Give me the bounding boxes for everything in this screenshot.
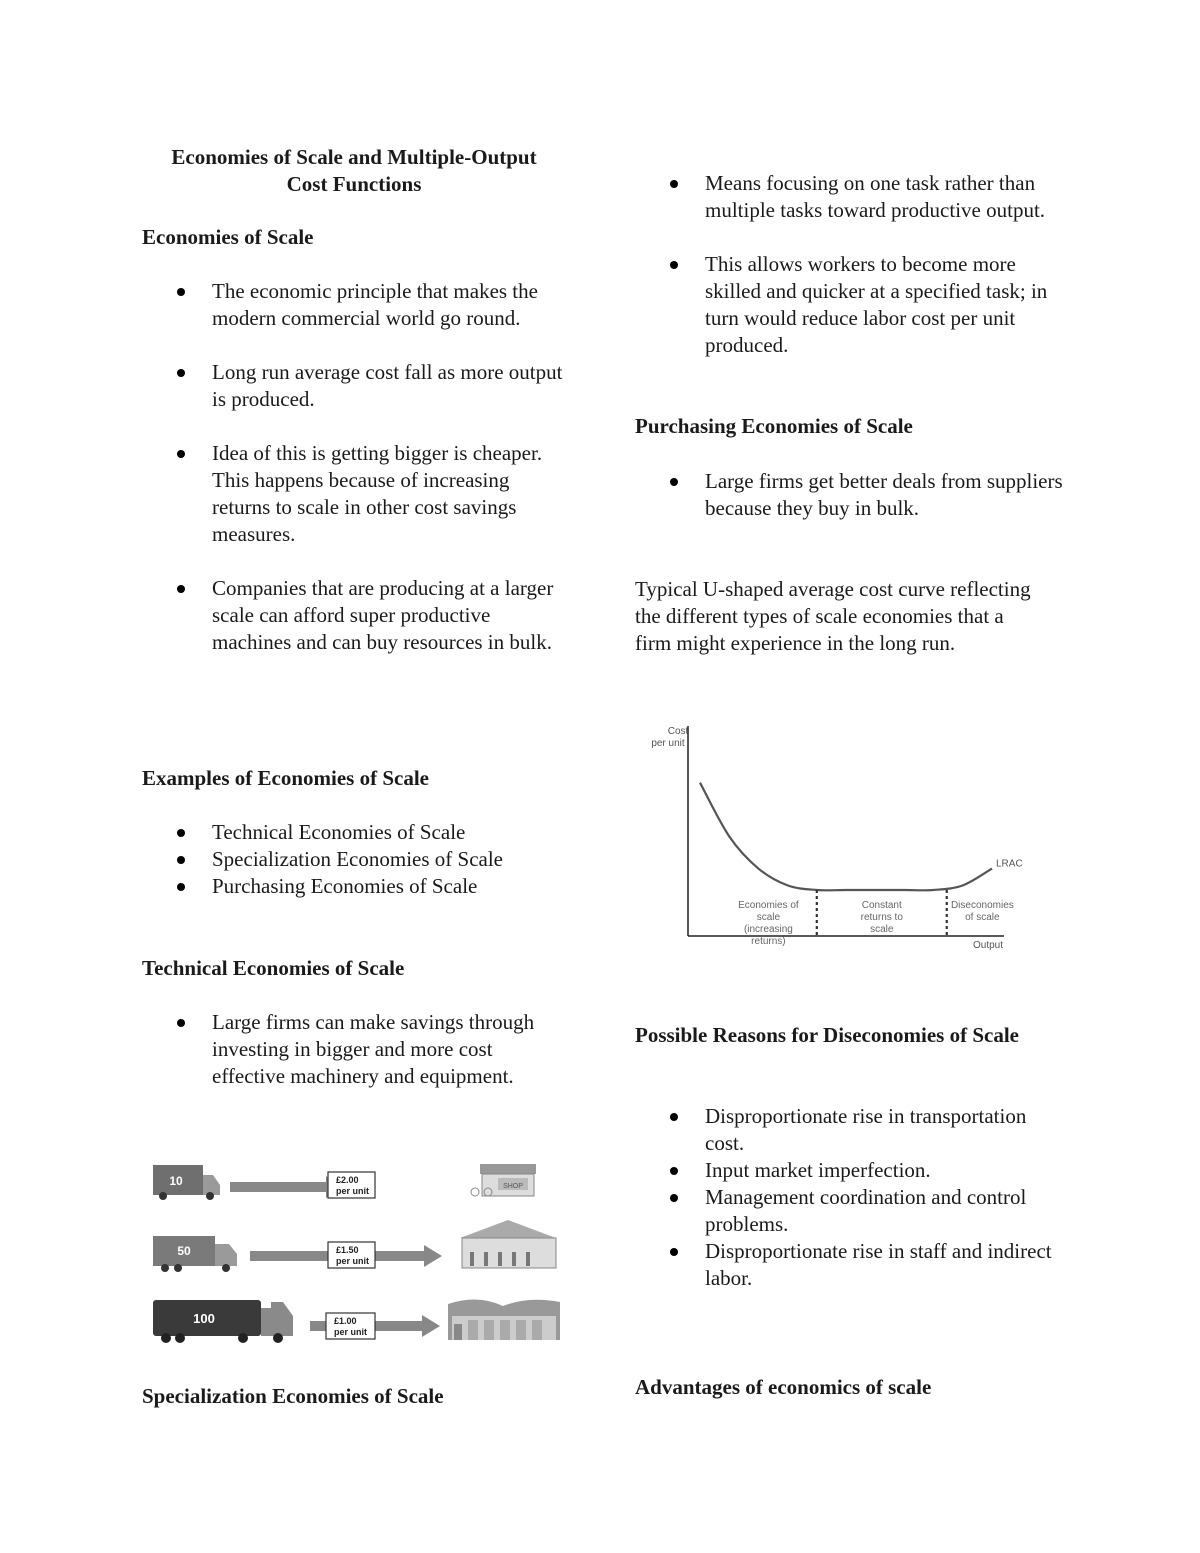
economies-bullet-list [142,278,570,656]
arrow-shaft [230,1182,326,1192]
arrow-head-icon [424,1245,442,1267]
bullet-icon [177,450,185,458]
list-item [635,170,1065,224]
list-item-text: The economic principle that makes the modern commercial world go round. [212,279,538,330]
truck-illustration [148,1158,566,1348]
list-item [142,440,570,548]
list-item-text: Disproportionate rise in transportation cost. [705,1104,1027,1155]
list-item [635,1238,1065,1292]
truck-qty-label: 100 [193,1311,215,1326]
list-item [142,1009,570,1090]
wheel-icon [206,1192,214,1200]
truck-qty-label: 10 [169,1174,183,1188]
list-item [142,873,570,900]
price-unit: per unit [334,1327,367,1337]
list-item [635,1184,1065,1238]
truck-row-small [153,1164,536,1200]
price-unit: per unit [336,1186,369,1196]
wheel-icon [161,1264,169,1272]
heading-diseconomies: Possible Reasons for Diseconomies of Scale [635,1023,1019,1047]
region-text: (increasing [743,924,793,935]
technical-bullet-list [142,1009,570,1090]
region-text: scale [870,924,894,935]
heading-technical: Technical Economies of Scale [142,956,405,980]
list-item-text: Large firms can make savings through investing in bigger and more cost effective machinery and equipment. [212,1010,535,1088]
list-item-text: Input market imperfection. [705,1158,931,1182]
bullet-icon [177,288,185,296]
series-label: LRAC [996,858,1023,870]
list-item [635,1157,1065,1184]
bullet-icon [670,1248,678,1256]
list-item-text: Large firms get better deals from suppliers because they buy in bulk. [705,469,1063,520]
title-line-2: Cost Functions [286,172,422,196]
bullet-icon [670,1167,678,1175]
wheel-icon [161,1333,171,1343]
bullet-icon [177,829,185,837]
wheel-icon [174,1264,182,1272]
lrac-chart [648,722,1028,954]
truck-cab [215,1244,237,1266]
list-item [635,1103,1065,1157]
list-item-text: Disproportionate rise in staff and indirect labor. [705,1239,1052,1290]
list-item [142,819,570,846]
heading-purchasing: Purchasing Economies of Scale [635,414,913,438]
list-item [635,251,1065,359]
price-amount: £1.50 [336,1245,359,1255]
truck-row-large [153,1299,560,1343]
list-item [635,468,1065,522]
list-item-text: Specialization Economies of Scale [212,847,503,871]
region-label-economies [738,900,799,947]
supermarket-icon [460,1220,556,1268]
examples-bullet-list [142,819,570,900]
region-text: scale [756,912,781,923]
lrac-series-line [700,783,992,891]
list-item-text: Idea of this is getting bigger is cheaper. This happens because of increasing returns to scale in other cost savings measures. [212,441,543,546]
ucurve-paragraph: Typical U-shaped average cost curve reflecting the different types of scale economies that a firm might experience in the long run. [635,577,1031,655]
wheel-icon [175,1333,185,1343]
price-amount: £1.00 [334,1316,357,1326]
price-amount: £2.00 [336,1175,359,1185]
list-item-text: Companies that are producing at a larger scale can afford super productive machines and can buy resources in bulk. [212,576,554,654]
truck-cab [261,1302,293,1336]
list-item-text: Long run average cost fall as more output is produced. [212,360,563,411]
region-text: of scale [965,912,1000,923]
bullet-icon [670,1194,678,1202]
y-axis-label-line-2: per unit [651,738,685,749]
purchasing-bullet-list [635,468,1065,522]
bullet-icon [177,585,185,593]
bullet-icon [177,883,185,891]
region-text: Constant [861,900,902,911]
y-axis-label-line-1: Cost [667,726,689,737]
wheel-icon [238,1333,248,1343]
diseconomies-bullet-list [635,1103,1065,1292]
truck-qty-label: 50 [177,1244,191,1258]
bullet-icon [177,856,185,864]
region-text: Diseconomies [950,900,1014,911]
region-text: returns to [860,912,903,923]
bullet-icon [670,1113,678,1121]
list-item-text: Technical Economies of Scale [212,820,466,844]
list-item-text: Purchasing Economies of Scale [212,874,478,898]
title-line-1: Economies of Scale and Multiple-Output [171,145,537,169]
region-label-constant [861,900,904,935]
heading-examples: Examples of Economies of Scale [142,766,429,790]
list-item-text: This allows workers to become more skilled and quicker at a specified task; in turn would reduce labor cost per unit produced. [705,252,1048,357]
bullet-icon [670,261,678,269]
list-item [142,278,570,332]
specialization-bullet-list [635,170,1065,359]
bullet-icon [670,180,678,188]
wheel-icon [222,1264,230,1272]
list-item-text: Management coordination and control problems. [705,1185,1027,1236]
x-axis-label: Output [972,940,1004,951]
heading-economies-of-scale: Economies of Scale [142,225,314,249]
arrow-head-icon [422,1315,440,1337]
wheel-icon [273,1333,283,1343]
bullet-icon [177,369,185,377]
truck-row-medium [153,1220,556,1272]
region-text: returns) [751,936,786,947]
heading-advantages: Advantages of economics of scale [635,1375,932,1399]
warehouse-icon [448,1299,560,1340]
truck-cab [203,1175,220,1195]
wheel-icon [159,1192,167,1200]
heading-specialization: Specialization Economies of Scale [142,1384,444,1408]
shop-sign: SHOP [503,1183,523,1190]
list-item [142,846,570,873]
list-item [142,359,570,413]
document-title [142,144,566,198]
price-unit: per unit [336,1256,369,1266]
small-shop-icon [471,1164,536,1196]
list-item [142,575,570,656]
list-item-text: Means focusing on one task rather than multiple tasks toward productive output. [705,171,1046,222]
region-text: Economies of [738,900,799,911]
region-label-diseconomies [951,900,1014,923]
bullet-icon [177,1019,185,1027]
bullet-icon [670,478,678,486]
